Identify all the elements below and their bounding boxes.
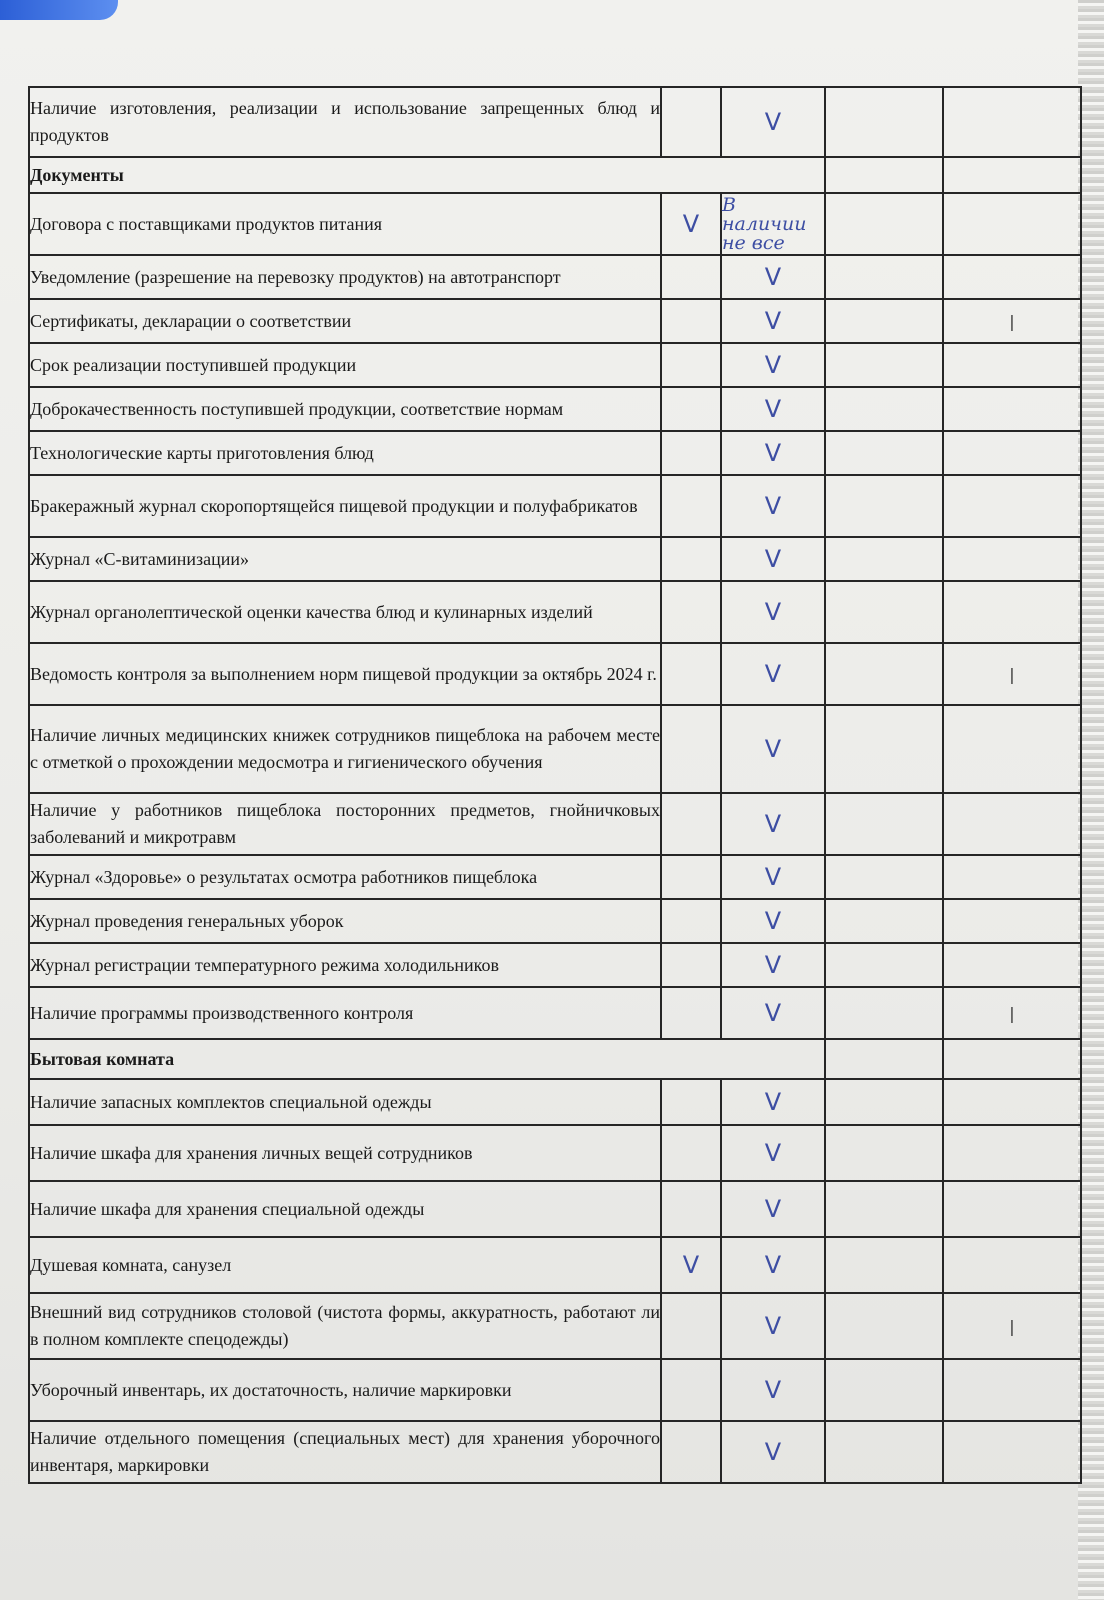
column-2-checkmark: V (721, 1181, 825, 1237)
requirement-label: Наличие шкафа для хранения специальной одежды (29, 1181, 661, 1237)
section-blank-cell-4 (943, 157, 1081, 193)
requirement-label: Журнал регистрации температурного режима холодильников (29, 943, 661, 987)
checklist-row (29, 855, 1081, 899)
column-2-checkmark: V (721, 793, 825, 855)
column-3-blank-cell (825, 793, 943, 855)
checklist-row (29, 1359, 1081, 1421)
checklist-row (29, 1237, 1081, 1293)
requirement-label: Уведомление (разрешение на перевозку продуктов) на автотранспорт (29, 255, 661, 299)
column-2-checkmark: V (721, 899, 825, 943)
column-3-blank-cell (825, 299, 943, 343)
column-1-checkmark (661, 1125, 721, 1181)
requirement-label: Наличие отдельного помещения (специальных мест) для хранения уборочного инвентаря, маркировки (29, 1421, 661, 1483)
column-2-checkmark: V (721, 581, 825, 643)
column-4-tick (943, 87, 1081, 157)
column-1-checkmark (661, 387, 721, 431)
column-1-checkmark: V (661, 193, 721, 255)
column-1-checkmark (661, 1181, 721, 1237)
column-1-checkmark (661, 899, 721, 943)
checklist-row (29, 343, 1081, 387)
column-1-checkmark (661, 987, 721, 1039)
column-4-tick (943, 537, 1081, 581)
column-1-checkmark (661, 87, 721, 157)
checklist-row (29, 581, 1081, 643)
column-1-checkmark (661, 581, 721, 643)
requirement-label: Журнал «Здоровье» о результатах осмотра работников пищеблока (29, 855, 661, 899)
column-3-blank-cell (825, 1125, 943, 1181)
requirement-label: Внешний вид сотрудников столовой (чистота формы, аккуратность, работают ли в полном комплекте спецодежды) (29, 1293, 661, 1359)
column-4-tick (943, 793, 1081, 855)
requirement-label: Ведомость контроля за выполнением норм пищевой продукции за октябрь 2024 г. (29, 643, 661, 705)
column-1-checkmark (661, 431, 721, 475)
column-1-checkmark (661, 255, 721, 299)
requirement-label: Уборочный инвентарь, их достаточность, наличие маркировки (29, 1359, 661, 1421)
requirement-label: Срок реализации поступившей продукции (29, 343, 661, 387)
column-3-blank-cell (825, 1293, 943, 1359)
column-1-checkmark: V (661, 1237, 721, 1293)
column-3-blank-cell (825, 431, 943, 475)
column-2-checkmark: V (721, 255, 825, 299)
column-2-checkmark: V (721, 537, 825, 581)
column-2-checkmark: V (721, 1293, 825, 1359)
column-3-blank-cell (825, 943, 943, 987)
column-3-blank-cell (825, 475, 943, 537)
column-3-blank-cell (825, 193, 943, 255)
column-2-checkmark: V (721, 855, 825, 899)
checklist-row (29, 793, 1081, 855)
column-1-checkmark (661, 1079, 721, 1125)
column-4-tick (943, 475, 1081, 537)
column-1-checkmark (661, 705, 721, 793)
column-2-checkmark: V (721, 299, 825, 343)
column-4-tick: | (943, 643, 1081, 705)
requirement-label: Журнал проведения генеральных уборок (29, 899, 661, 943)
corner-tab (0, 0, 118, 20)
column-2-checkmark: V (721, 1237, 825, 1293)
checklist-row (29, 431, 1081, 475)
column-4-tick (943, 581, 1081, 643)
column-3-blank-cell (825, 643, 943, 705)
column-2-checkmark: V (721, 643, 825, 705)
column-2-checkmark: V (721, 343, 825, 387)
column-2-checkmark: V (721, 943, 825, 987)
column-3-blank-cell (825, 855, 943, 899)
column-2-checkmark: V (721, 1359, 825, 1421)
column-4-tick: | (943, 299, 1081, 343)
section-title: Бытовая комната (29, 1039, 825, 1079)
column-2-checkmark: V (721, 387, 825, 431)
handwritten-note: В наличии не все (721, 193, 825, 255)
column-2-checkmark: V (721, 87, 825, 157)
requirement-label: Наличие изготовления, реализации и использование запрещенных блюд и продуктов (29, 87, 661, 157)
column-4-tick (943, 1125, 1081, 1181)
column-4-tick (943, 899, 1081, 943)
column-3-blank-cell (825, 343, 943, 387)
column-1-checkmark (661, 1293, 721, 1359)
column-2-checkmark: V (721, 431, 825, 475)
column-1-checkmark (661, 943, 721, 987)
requirement-label: Наличие шкафа для хранения личных вещей сотрудников (29, 1125, 661, 1181)
column-4-tick (943, 431, 1081, 475)
column-4-tick (943, 855, 1081, 899)
checklist-row (29, 643, 1081, 705)
checklist-row (29, 87, 1081, 157)
column-3-blank-cell (825, 987, 943, 1039)
checklist-row (29, 255, 1081, 299)
column-1-checkmark (661, 793, 721, 855)
column-3-blank-cell (825, 255, 943, 299)
section-blank-cell-3 (825, 157, 943, 193)
requirement-label: Журнал «С-витаминизации» (29, 537, 661, 581)
column-1-checkmark (661, 475, 721, 537)
requirement-label: Журнал органолептической оценки качества блюд и кулинарных изделий (29, 581, 661, 643)
requirement-label: Технологические карты приготовления блюд (29, 431, 661, 475)
requirement-label: Бракеражный журнал скоропортящейся пищевой продукции и полуфабрикатов (29, 475, 661, 537)
checklist-row (29, 387, 1081, 431)
column-3-blank-cell (825, 1079, 943, 1125)
column-4-tick (943, 1079, 1081, 1125)
column-4-tick (943, 1237, 1081, 1293)
column-4-tick (943, 255, 1081, 299)
requirement-label: Наличие личных медицинских книжек сотрудников пищеблока на рабочем месте с отметкой о прохождении медосмотра и гигиенического обучения (29, 705, 661, 793)
requirement-label: Наличие программы производственного контроля (29, 987, 661, 1039)
column-1-checkmark (661, 855, 721, 899)
column-3-blank-cell (825, 537, 943, 581)
column-3-blank-cell (825, 1181, 943, 1237)
column-4-tick (943, 1421, 1081, 1483)
requirement-label: Договора с поставщиками продуктов питания (29, 193, 661, 255)
checklist-row (29, 987, 1081, 1039)
column-1-checkmark (661, 1359, 721, 1421)
section-blank-cell-3 (825, 1039, 943, 1079)
column-2-checkmark: V (721, 987, 825, 1039)
column-4-tick (943, 1359, 1081, 1421)
column-2-checkmark: V (721, 475, 825, 537)
section-row (29, 1039, 1081, 1079)
column-2-checkmark: V (721, 1421, 825, 1483)
requirement-label: Душевая комната, санузел (29, 1237, 661, 1293)
column-4-tick (943, 343, 1081, 387)
column-3-blank-cell (825, 581, 943, 643)
section-row (29, 157, 1081, 193)
column-4-tick (943, 943, 1081, 987)
column-3-blank-cell (825, 87, 943, 157)
checklist-row (29, 299, 1081, 343)
checklist-row (29, 943, 1081, 987)
checklist-row (29, 899, 1081, 943)
section-title: Документы (29, 157, 825, 193)
checklist-row (29, 1181, 1081, 1237)
column-3-blank-cell (825, 1359, 943, 1421)
column-1-checkmark (661, 537, 721, 581)
column-4-tick: | (943, 987, 1081, 1039)
column-4-tick (943, 193, 1081, 255)
checklist-row (29, 193, 1081, 255)
requirement-label: Наличие запасных комплектов специальной одежды (29, 1079, 661, 1125)
checklist-row (29, 1421, 1081, 1483)
checklist-row (29, 537, 1081, 581)
requirement-label: Доброкачественность поступившей продукции, соответствие нормам (29, 387, 661, 431)
column-1-checkmark (661, 1421, 721, 1483)
column-3-blank-cell (825, 387, 943, 431)
column-3-blank-cell (825, 705, 943, 793)
column-4-tick: | (943, 1293, 1081, 1359)
checklist-row (29, 705, 1081, 793)
column-2-checkmark: V (721, 1125, 825, 1181)
column-2-checkmark: V (721, 1079, 825, 1125)
column-4-tick (943, 1181, 1081, 1237)
inspection-checklist-table (28, 86, 1082, 1484)
column-4-tick (943, 387, 1081, 431)
section-blank-cell-4 (943, 1039, 1081, 1079)
checklist-row (29, 1293, 1081, 1359)
column-2-checkmark: V (721, 705, 825, 793)
column-3-blank-cell (825, 1237, 943, 1293)
requirement-label: Сертификаты, декларации о соответствии (29, 299, 661, 343)
checklist-row (29, 475, 1081, 537)
column-1-checkmark (661, 299, 721, 343)
requirement-label: Наличие у работников пищеблока посторонних предметов, гнойничковых заболеваний и микротравм (29, 793, 661, 855)
column-3-blank-cell (825, 899, 943, 943)
column-1-checkmark (661, 343, 721, 387)
column-4-tick (943, 705, 1081, 793)
checklist-row (29, 1125, 1081, 1181)
column-3-blank-cell (825, 1421, 943, 1483)
checklist-row (29, 1079, 1081, 1125)
column-1-checkmark (661, 643, 721, 705)
